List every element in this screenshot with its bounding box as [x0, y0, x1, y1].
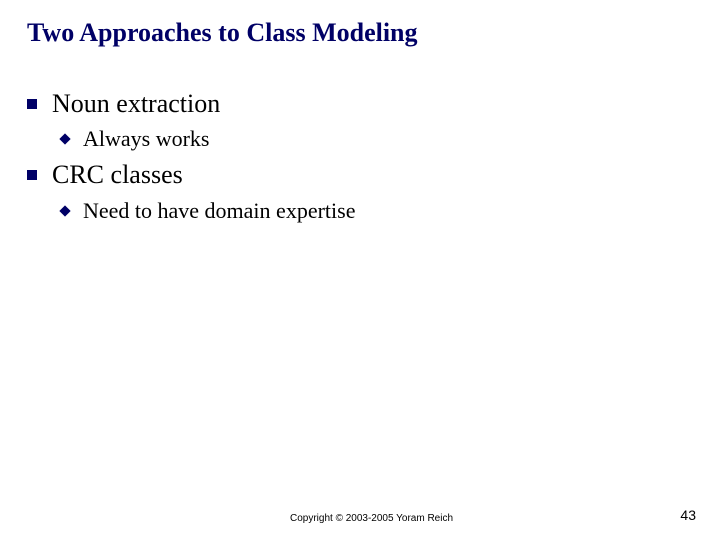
footer-copyright: Copyright © 2003-2005 Yoram Reich	[290, 513, 454, 524]
page-number: 43	[680, 507, 696, 523]
diamond-bullet-icon	[59, 133, 70, 144]
square-bullet-icon	[27, 170, 37, 180]
diamond-bullet-icon	[59, 205, 70, 216]
sub-bullet-text: Always works	[83, 126, 210, 151]
bullet-item	[27, 160, 183, 190]
sub-bullet-text: Need to have domain expertise	[83, 198, 356, 223]
bullet-text: CRC classes	[52, 160, 183, 189]
bullet-item	[27, 89, 220, 119]
sub-bullet-item	[59, 126, 210, 152]
square-bullet-icon	[27, 99, 37, 109]
sub-bullet-item	[59, 198, 355, 224]
bullet-text: Noun extraction	[52, 89, 221, 118]
slide-title: Two Approaches to Class Modeling	[27, 18, 418, 47]
